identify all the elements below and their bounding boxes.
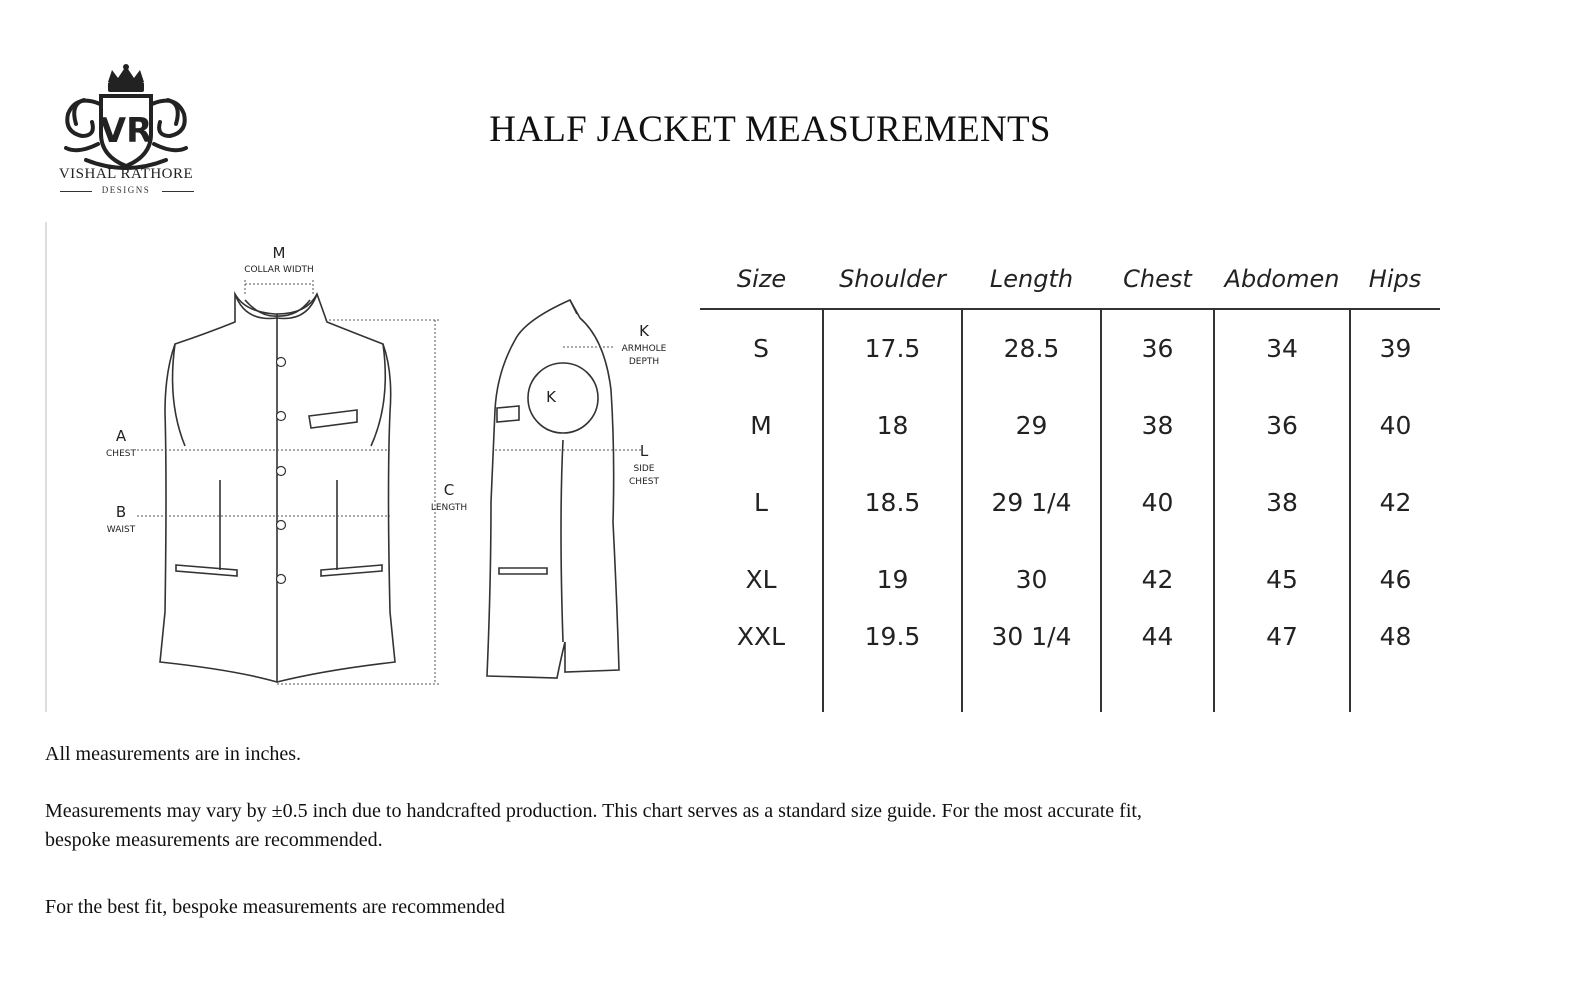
cell-abdomen: 36 [1214, 387, 1350, 464]
cell-length: 29 [962, 387, 1101, 464]
jacket-measurement-diagram [45, 222, 695, 712]
cell-abdomen: 47 [1214, 618, 1350, 712]
cell-size: S [753, 334, 769, 363]
cell-length: 30 1/4 [962, 618, 1101, 712]
svg-text:VR: VR [99, 111, 153, 151]
cell-shoulder: 17.5 [823, 309, 962, 387]
cell-size: M [750, 411, 772, 440]
cell-size: L [754, 488, 768, 517]
cell-length: 28.5 [962, 309, 1101, 387]
cell-chest: 44 [1101, 618, 1214, 712]
cell-abdomen: 45 [1214, 541, 1350, 618]
cell-abdomen: 38 [1214, 464, 1350, 541]
cell-shoulder: 18.5 [823, 464, 962, 541]
header-abdomen: Abdomen [1214, 250, 1350, 309]
cell-length: 30 [962, 541, 1101, 618]
cell-chest: 40 [1101, 464, 1214, 541]
table-header-row [700, 250, 1440, 309]
cell-hips: 48 [1350, 618, 1440, 712]
label-side: SIDE [633, 464, 655, 474]
note-fit: For the best fit, bespoke measurements are recommended [45, 896, 505, 918]
label-c: C [443, 481, 455, 499]
cell-shoulder: 19 [823, 541, 962, 618]
front-jacket-outline [160, 294, 277, 682]
label-depth: DEPTH [628, 357, 660, 367]
label-a: A [115, 427, 127, 445]
label-length: LENGTH [430, 503, 468, 513]
brand-divider-right [162, 191, 194, 192]
label-m: M [272, 244, 286, 262]
label-b: B [115, 503, 127, 521]
table-row [700, 387, 1440, 464]
cell-hips: 42 [1350, 464, 1440, 541]
cell-length: 29 1/4 [962, 464, 1101, 541]
cell-shoulder: 18 [823, 387, 962, 464]
table-row [700, 541, 1440, 618]
header-shoulder: Shoulder [823, 250, 962, 309]
header-length: Length [962, 250, 1101, 309]
header-chest: Chest [1101, 250, 1214, 309]
label-k: K [639, 322, 649, 340]
cell-chest: 36 [1101, 309, 1214, 387]
label-side-chest: CHEST [629, 477, 659, 487]
cell-size: XL [745, 565, 777, 594]
brand-subtitle: DESIGNS [101, 185, 151, 195]
size-chart-table [700, 250, 1440, 712]
cell-size: XXL [736, 622, 786, 651]
cell-abdomen: 34 [1214, 309, 1350, 387]
table-row [700, 618, 1440, 712]
label-l: L [639, 442, 649, 460]
cell-hips: 46 [1350, 541, 1440, 618]
page-title: HALF JACKET MEASUREMENTS [489, 109, 1051, 150]
cell-chest: 42 [1101, 541, 1214, 618]
note-variance: Measurements may vary by ±0.5 inch due to handcrafted production. This chart serves as a standard size guide. For the most accurate fit, bespoke measurements are recommended. [45, 800, 1142, 851]
cell-hips: 40 [1350, 387, 1440, 464]
label-k-inner: K [546, 388, 556, 406]
label-waist: WAIST [106, 525, 136, 535]
cell-hips: 39 [1350, 309, 1440, 387]
label-chest: CHEST [106, 449, 136, 459]
label-armhole: ARMHOLE [621, 344, 667, 354]
header-hips: Hips [1350, 250, 1440, 309]
cell-chest: 38 [1101, 387, 1214, 464]
table-row [700, 464, 1440, 541]
brand-name: VISHAL RATHORE [58, 166, 194, 182]
note-units: All measurements are in inches. [45, 743, 302, 765]
header-size: Size [700, 250, 823, 309]
side-jacket-outline [487, 300, 619, 678]
label-collar-width: COLLAR WIDTH [244, 265, 314, 275]
table-row [700, 309, 1440, 387]
cell-shoulder: 19.5 [823, 618, 962, 712]
brand-crest-logo [56, 64, 196, 204]
